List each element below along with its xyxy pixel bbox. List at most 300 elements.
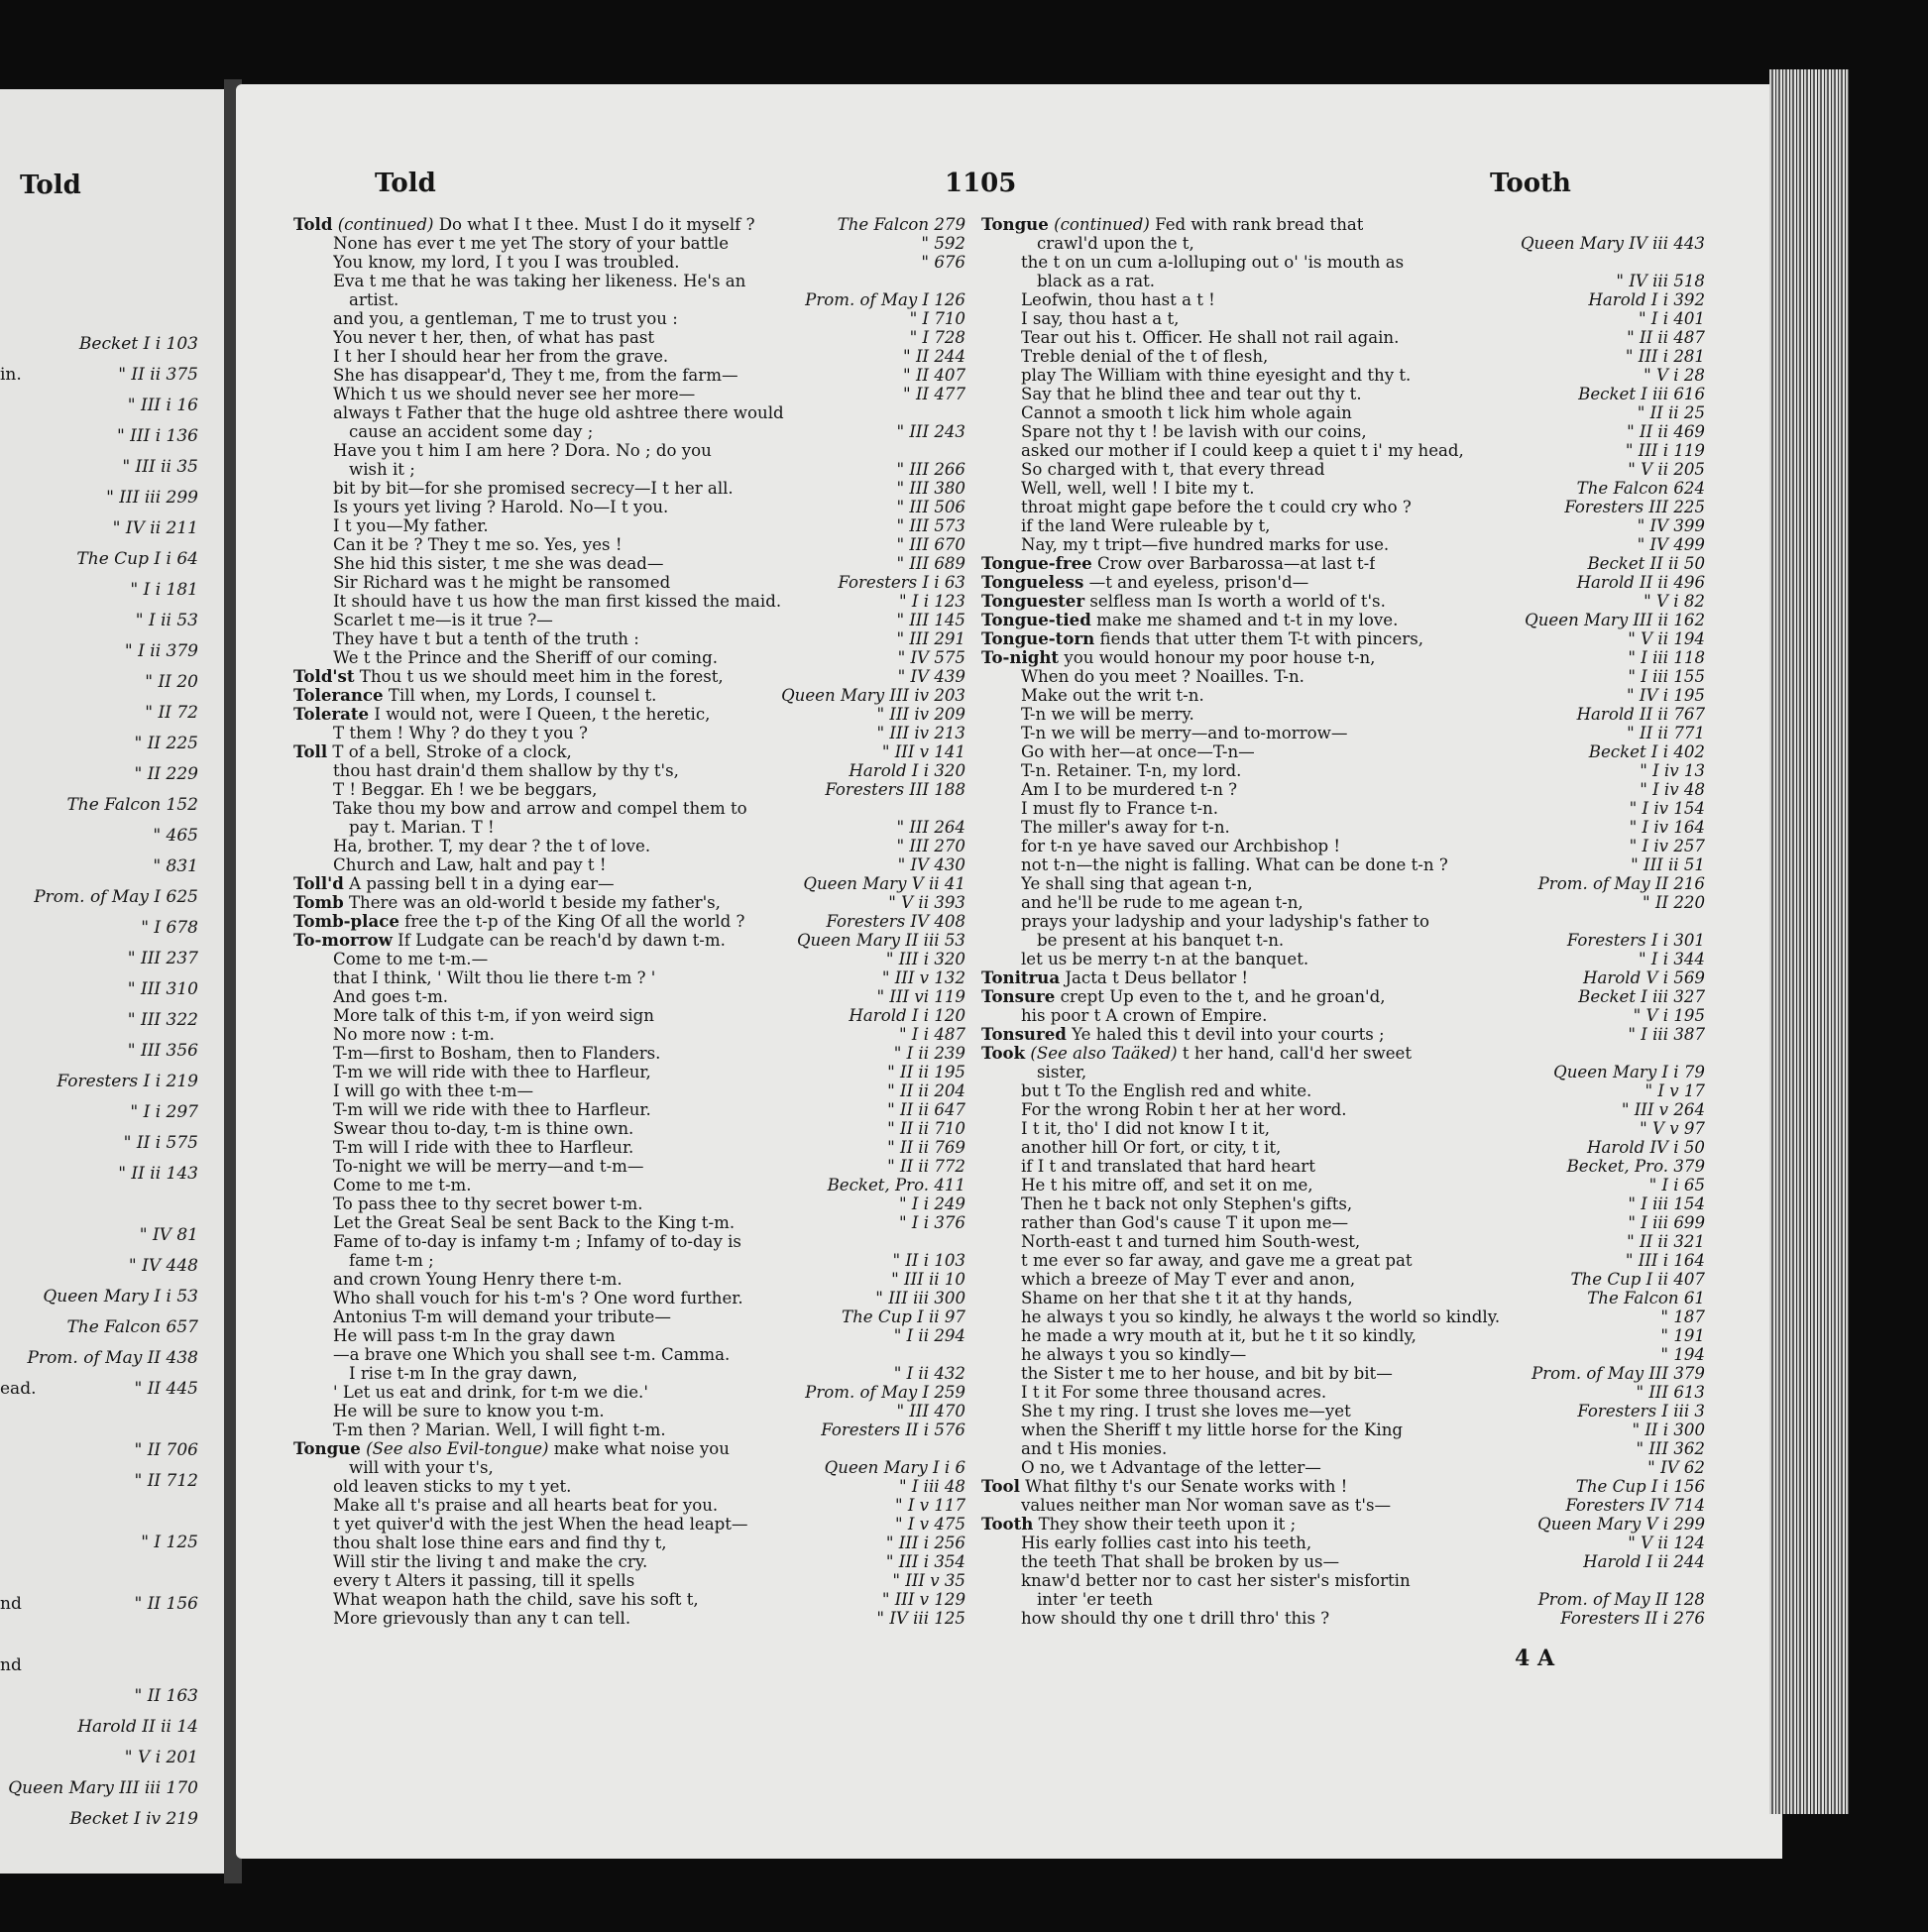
- entry-text: [333, 1609, 630, 1628]
- left-entry-reference: " I ii 53: [135, 611, 198, 630]
- entry-text: [981, 1477, 1347, 1496]
- headword: Tomb: [293, 893, 344, 912]
- entry-row: [293, 837, 965, 855]
- reference: " II ii 647: [887, 1100, 965, 1119]
- entry-row: [293, 742, 965, 761]
- entry-text: [1021, 724, 1347, 742]
- entry-row: [293, 761, 965, 780]
- entry-text: [333, 441, 712, 460]
- reference: " I 728: [909, 328, 965, 347]
- reference: " I iii 155: [1628, 667, 1705, 686]
- quotation: for t-n ye have saved our Archbishop !: [1021, 837, 1341, 855]
- reference: Becket, Pro. 411: [827, 1176, 965, 1194]
- reference: " IV 499: [1637, 535, 1705, 554]
- quotation: prays your ladyship and your ladyship's father to: [1021, 912, 1429, 931]
- entry-text: [333, 1025, 495, 1044]
- reference: Foresters I i 301: [1566, 931, 1705, 950]
- entry-text: [333, 272, 745, 290]
- entry-row: [981, 1006, 1705, 1025]
- quotation: crawl'd upon the t,: [1037, 234, 1194, 253]
- entry-text: [1021, 1176, 1313, 1194]
- entry-text: [333, 1383, 648, 1402]
- reference: Harold I ii 244: [1583, 1552, 1705, 1571]
- entry-text: [1021, 761, 1241, 780]
- reference: " I iii 699: [1628, 1213, 1705, 1232]
- entry-text: [333, 629, 639, 648]
- reference: Prom. of May II 216: [1537, 874, 1705, 893]
- left-entry-reference: " II 712: [134, 1471, 198, 1491]
- entry-row: [293, 1270, 965, 1289]
- left-entry-reference: " IV 448: [128, 1256, 198, 1276]
- entry-text: [1021, 893, 1304, 912]
- quotation: he made a wry mouth at it, but he t it so kindly,: [1021, 1326, 1417, 1345]
- left-entry-reference: " I 678: [141, 918, 198, 938]
- entry-row: [293, 818, 965, 837]
- entry-text: [293, 893, 721, 912]
- entry-row: [293, 1609, 965, 1628]
- reference: " III v 264: [1621, 1100, 1705, 1119]
- left-entry-reference: " I 125: [141, 1533, 198, 1552]
- reference: " 194: [1660, 1345, 1705, 1364]
- entry-row: [981, 818, 1705, 837]
- entry-row: [293, 234, 965, 253]
- entry-text: [333, 855, 607, 874]
- quotation: Is yours yet living ? Harold. No—I t you.: [333, 498, 669, 516]
- quotation: old leaven sticks to my t yet.: [333, 1477, 572, 1496]
- entry-row: [981, 1100, 1705, 1119]
- entry-text: [1021, 1119, 1270, 1138]
- entry-row: [293, 422, 965, 441]
- entry-row: [981, 724, 1705, 742]
- quotation: free the t-p of the King Of all the world ?: [404, 912, 745, 931]
- entry-row: [981, 1307, 1705, 1326]
- entry-text: [293, 912, 744, 931]
- entry-text: [333, 498, 668, 516]
- entry-text: [1037, 931, 1284, 950]
- quotation: Will stir the living t and make the cry.: [333, 1552, 648, 1571]
- entry-text: [1021, 1345, 1246, 1364]
- quotation: when the Sheriff t my little horse for the King: [1021, 1421, 1404, 1439]
- quotation: his poor t A crown of Empire.: [1021, 1006, 1268, 1025]
- reference: Becket, Pro. 379: [1566, 1157, 1705, 1176]
- reference: " I iv 13: [1640, 761, 1705, 780]
- entry-row: [981, 1571, 1705, 1590]
- quotation: T-m—first to Bosham, then to Flanders.: [333, 1044, 661, 1063]
- entry-row: [293, 1251, 965, 1270]
- entry-text: [1037, 272, 1155, 290]
- entry-row: [293, 648, 965, 667]
- entry-row: [981, 535, 1705, 554]
- reference: " III i 256: [885, 1534, 965, 1552]
- entry-row: [981, 1025, 1705, 1044]
- quotation: T-m will we ride with thee to Harfleur.: [333, 1100, 651, 1119]
- reference: " III 291: [896, 629, 965, 648]
- entry-text: [981, 987, 1386, 1006]
- entry-row: [981, 573, 1705, 592]
- quotation: They have t but a tenth of the truth :: [333, 629, 639, 648]
- quotation: T-m will I ride with thee to Harfleur.: [333, 1138, 634, 1157]
- quotation: I t it For some three thousand acres.: [1021, 1383, 1327, 1402]
- entry-row: [293, 611, 965, 629]
- entry-row: [981, 347, 1705, 366]
- reference: " II ii 710: [887, 1119, 965, 1138]
- quotation: sister,: [1037, 1063, 1087, 1081]
- left-page-heading: Told: [20, 170, 81, 200]
- entry-row: [293, 1590, 965, 1609]
- entry-text: [1021, 950, 1308, 968]
- reference: Harold I i 120: [849, 1006, 965, 1025]
- entry-row: [981, 1119, 1705, 1138]
- left-entry-reference: Queen Mary III iii 170: [8, 1778, 198, 1798]
- headword: Tongue-free: [981, 554, 1092, 573]
- entry-text: [1021, 1232, 1360, 1251]
- reference: " III i 320: [885, 950, 965, 968]
- signature-mark: 4 A: [1515, 1646, 1555, 1671]
- entry-row: [293, 385, 965, 403]
- quotation: let us be merry t-n at the banquet.: [1021, 950, 1309, 968]
- headword: Tonguester: [981, 592, 1085, 611]
- quotation: Church and Law, halt and pay t !: [333, 855, 607, 874]
- left-entry-reference: Prom. of May II 438: [27, 1348, 198, 1368]
- quotation: Then he t back not only Stephen's gifts,: [1021, 1194, 1353, 1213]
- quotation: Spare not thy t ! be lavish with our coins,: [1021, 422, 1367, 441]
- quotation: Treble denial of the t of flesh,: [1021, 347, 1269, 366]
- quotation: The miller's away for t-n.: [1021, 818, 1230, 837]
- entry-row: [293, 1571, 965, 1590]
- entry-text: [333, 1571, 634, 1590]
- entry-text: [981, 1044, 1412, 1063]
- entry-row: [293, 366, 965, 385]
- quotation: ' Let us eat and drink, for t-m we die.': [333, 1383, 648, 1402]
- entry-text: [333, 1402, 605, 1421]
- entry-row: [981, 1081, 1705, 1100]
- entry-row: [981, 1326, 1705, 1345]
- reference: " I iii 154: [1628, 1194, 1705, 1213]
- entry-text: [333, 234, 729, 253]
- quotation: To-night we will be merry—and t-m—: [333, 1157, 644, 1176]
- left-entry-reference: " II ii 143: [118, 1164, 198, 1184]
- quotation: There was an old-world t beside my father's,: [348, 893, 721, 912]
- reference: Queen Mary III ii 162: [1525, 611, 1705, 629]
- entry-row: [981, 1609, 1705, 1628]
- reference: Becket I iii 616: [1578, 385, 1705, 403]
- entry-row: [981, 855, 1705, 874]
- entry-text: [1021, 1402, 1351, 1421]
- entry-row: [293, 686, 965, 705]
- entry-text: [333, 837, 650, 855]
- entry-text: [1021, 1081, 1311, 1100]
- reference: " III 689: [896, 554, 965, 573]
- quotation: She t my ring. I trust she loves me—yet: [1021, 1402, 1351, 1421]
- reference: " I iv 164: [1629, 818, 1705, 837]
- entry-row: [981, 931, 1705, 950]
- reference: " V i 28: [1644, 366, 1705, 385]
- quotation: For the wrong Robin t her at her word.: [1021, 1100, 1347, 1119]
- quotation: I will go with thee t-m—: [333, 1081, 534, 1100]
- entry-text: [333, 309, 678, 328]
- entry-row: [981, 1157, 1705, 1176]
- quotation: and crown Young Henry there t-m.: [333, 1270, 623, 1289]
- reference: " II i 103: [892, 1251, 965, 1270]
- entry-text: [333, 648, 718, 667]
- reference: " V ii 393: [888, 893, 965, 912]
- entry-text: [333, 611, 553, 629]
- quotation: Say that he blind thee and tear out thy t.: [1021, 385, 1362, 403]
- reference: " V ii 205: [1628, 460, 1705, 479]
- reference: " II 407: [903, 366, 965, 385]
- entry-row: [293, 253, 965, 272]
- entry-row: [293, 874, 965, 893]
- entry-row: [981, 893, 1705, 912]
- quotation: Shame on her that she t it at thy hands,: [1021, 1289, 1353, 1307]
- reference: Queen Mary I i 79: [1553, 1063, 1705, 1081]
- reference: " III 380: [896, 479, 965, 498]
- reference: Becket I iii 327: [1578, 987, 1705, 1006]
- entry-row: [981, 950, 1705, 968]
- reference: " I i 123: [899, 592, 965, 611]
- entry-row: [293, 1515, 965, 1534]
- entry-text: [1021, 1552, 1339, 1571]
- left-entry-reference: The Falcon 657: [66, 1317, 198, 1337]
- entry-row: [981, 328, 1705, 347]
- entry-text: [333, 479, 734, 498]
- quotation: T them ! Why ? do they t you ?: [333, 724, 588, 742]
- entry-text: [1037, 1063, 1086, 1081]
- entry-text: [333, 1326, 616, 1345]
- reference: " III 470: [896, 1402, 965, 1421]
- left-entry-reference: " II i 575: [123, 1133, 198, 1153]
- reference: " I i 487: [899, 1025, 965, 1044]
- reference: The Cup I ii 407: [1570, 1270, 1705, 1289]
- reference: " I i 376: [899, 1213, 965, 1232]
- running-head-right: Tooth: [1490, 169, 1571, 198]
- headword: Tooth: [981, 1515, 1034, 1534]
- quotation: the Sister t me to her house, and bit by bit—: [1021, 1364, 1393, 1383]
- entry-text: [349, 1458, 494, 1477]
- entry-text: [1021, 705, 1194, 724]
- entry-text: [1021, 818, 1230, 837]
- entry-text: [293, 686, 656, 705]
- reference: " 676: [921, 253, 965, 272]
- reference: " I iv 48: [1640, 780, 1705, 799]
- entry-text: [1021, 290, 1215, 309]
- reference: Queen Mary V i 299: [1537, 1515, 1705, 1534]
- entry-text: [349, 290, 398, 309]
- entry-text: [1021, 667, 1304, 686]
- reference: " IV iii 518: [1616, 272, 1705, 290]
- entry-row: [293, 441, 965, 460]
- left-entry-reference: Prom. of May I 625: [34, 887, 198, 907]
- quotation: artist.: [349, 290, 399, 309]
- reference: " IV i 195: [1627, 686, 1705, 705]
- entry-row: [981, 1251, 1705, 1270]
- entry-row: [981, 1364, 1705, 1383]
- entry-text: [333, 799, 747, 818]
- reference: Harold V i 569: [1582, 968, 1705, 987]
- reference: Harold II ii 496: [1576, 573, 1705, 592]
- column-left: [293, 215, 965, 1628]
- left-entry-reference: " II 156: [134, 1594, 198, 1614]
- entry-text: [1021, 874, 1253, 893]
- quotation: if I t and translated that hard heart: [1021, 1157, 1315, 1176]
- left-facing-page: [0, 89, 230, 1874]
- quotation: Ye shall sing that agean t-n,: [1021, 874, 1253, 893]
- page-edges: [1769, 69, 1849, 1814]
- reference: The Cup I ii 97: [842, 1307, 965, 1326]
- quotation: knaw'd better nor to cast her sister's misfortin: [1021, 1571, 1411, 1590]
- entry-text: [349, 1364, 578, 1383]
- quotation: Jacta t Deus bellator !: [1065, 968, 1249, 987]
- quotation: Cannot a smooth t lick him whole again: [1021, 403, 1352, 422]
- quotation: Sir Richard was t he might be ransomed: [333, 573, 671, 592]
- entry-text: [1021, 535, 1389, 554]
- entry-row: [981, 1270, 1705, 1289]
- reference: " II ii 321: [1627, 1232, 1705, 1251]
- quotation: Tear out his t. Officer. He shall not rail again.: [1021, 328, 1400, 347]
- entry-row: [293, 1100, 965, 1119]
- quotation: —a brave one Which you shall see t-m. Camma.: [333, 1345, 731, 1364]
- entry-row: [981, 1458, 1705, 1477]
- reference: " II ii 204: [887, 1081, 965, 1100]
- quotation: They show their teeth upon it ;: [1038, 1515, 1297, 1534]
- quotation: Go with her—at once—T-n—: [1021, 742, 1255, 761]
- entry-row: [293, 1063, 965, 1081]
- entry-text: [1021, 253, 1404, 272]
- quotation: She hid this sister, t me she was dead—: [333, 554, 664, 573]
- entry-text: [333, 253, 680, 272]
- reference: " IV 439: [897, 667, 965, 686]
- left-entry-reference: " II 225: [134, 734, 198, 753]
- entry-text: [333, 1063, 651, 1081]
- entry-row: [981, 761, 1705, 780]
- quotation: I t her I should hear her from the grave.: [333, 347, 669, 366]
- entry-text: [333, 1006, 654, 1025]
- reference: " III iv 213: [876, 724, 965, 742]
- entry-row: [981, 1213, 1705, 1232]
- quotation: t me ever so far away, and gave me a great pat: [1021, 1251, 1413, 1270]
- quotation: He will pass t-m In the gray dawn: [333, 1326, 616, 1345]
- entry-text: [293, 931, 726, 950]
- entry-text: [1021, 498, 1412, 516]
- entry-text: [333, 535, 623, 554]
- entry-row: [981, 912, 1705, 931]
- entry-text: [1021, 422, 1367, 441]
- entry-row: [293, 1119, 965, 1138]
- entry-row: [293, 1421, 965, 1439]
- entry-row: [981, 1534, 1705, 1552]
- quotation: T-n we will be merry.: [1021, 705, 1194, 724]
- entry-text: [293, 742, 572, 761]
- entry-row: [981, 705, 1705, 724]
- entry-text: [981, 629, 1423, 648]
- entry-text: [333, 1119, 633, 1138]
- reference: " III v 141: [881, 742, 965, 761]
- left-entry-reference: " III i 136: [116, 426, 198, 446]
- reference: " II 244: [903, 347, 965, 366]
- entry-row: [293, 1025, 965, 1044]
- entry-row: [293, 573, 965, 592]
- entry-row: [981, 1345, 1705, 1364]
- quotation: every t Alters it passing, till it spells: [333, 1571, 635, 1590]
- quotation: and he'll be rude to me agean t-n,: [1021, 893, 1304, 912]
- entry-text: [1021, 1458, 1321, 1477]
- entry-row: [981, 385, 1705, 403]
- headword: Toll'd: [293, 874, 344, 893]
- reference: " II 477: [903, 385, 965, 403]
- entry-text: [333, 1157, 644, 1176]
- quotation: O no, we t Advantage of the letter—: [1021, 1458, 1321, 1477]
- quotation: What filthy t's our Senate works with !: [1025, 1477, 1348, 1496]
- dictionary-page: [236, 84, 1782, 1859]
- left-entry-reference: Becket I i 103: [78, 334, 198, 354]
- entry-text: [333, 780, 597, 799]
- headword: To-night: [981, 648, 1060, 667]
- quotation: Eva t me that he was taking her likeness. He's an: [333, 272, 746, 290]
- quotation: North-east t and turned him South-west,: [1021, 1232, 1361, 1251]
- reference: " III iv 209: [876, 705, 965, 724]
- quotation: Crow over Barbarossa—at last t-f: [1096, 554, 1376, 573]
- left-entry-reference: " III ii 35: [122, 457, 198, 477]
- entry-row: [981, 516, 1705, 535]
- left-entry-reference: " III 310: [127, 979, 198, 999]
- entry-text: [333, 554, 664, 573]
- reference: " II ii 195: [887, 1063, 965, 1081]
- entry-row: [293, 592, 965, 611]
- quotation: A passing bell t in a dying ear—: [349, 874, 615, 893]
- entry-text: [333, 1590, 699, 1609]
- entry-text: [1021, 1383, 1326, 1402]
- entry-row: [981, 1439, 1705, 1458]
- headword: Tomb-place: [293, 912, 399, 931]
- quotation: if the land Were ruleable by t,: [1021, 516, 1271, 535]
- reference: " III 670: [896, 535, 965, 554]
- reference: " V v 97: [1640, 1119, 1705, 1138]
- entry-row: [981, 422, 1705, 441]
- entry-row: [293, 1458, 965, 1477]
- quotation: thou shalt lose thine ears and find thy t,: [333, 1534, 667, 1552]
- entry-row: [293, 950, 965, 968]
- reference: " 191: [1660, 1326, 1705, 1345]
- entry-text: [1021, 1421, 1403, 1439]
- reference: The Falcon 279: [837, 215, 965, 234]
- entry-text: [333, 347, 668, 366]
- reference: " II ii 771: [1627, 724, 1705, 742]
- entry-text: [1021, 1006, 1267, 1025]
- reference: " I ii 432: [893, 1364, 965, 1383]
- entry-row: [293, 667, 965, 686]
- entry-text: [1021, 1157, 1315, 1176]
- left-entry-reference: " II 706: [134, 1440, 198, 1460]
- quotation: will with your t's,: [349, 1458, 494, 1477]
- quotation: Come to me t-m.: [333, 1176, 472, 1194]
- entry-text: [333, 1100, 651, 1119]
- left-entry-reference: The Falcon 152: [66, 795, 198, 815]
- quotation: Till when, my Lords, I counsel t.: [388, 686, 657, 705]
- entry-text: [333, 573, 670, 592]
- quotation: make what noise you: [553, 1439, 730, 1458]
- entry-text: [1021, 799, 1218, 818]
- reference: Harold I i 320: [849, 761, 965, 780]
- quotation: another hill Or fort, or city, t it,: [1021, 1138, 1282, 1157]
- entry-text: [333, 516, 489, 535]
- quotation: Swear thou to-day, t-m is thine own.: [333, 1119, 634, 1138]
- quotation: When do you meet ? Noailles. T-n.: [1021, 667, 1304, 686]
- reference: " III ii 10: [891, 1270, 965, 1289]
- entry-row: [293, 1402, 965, 1421]
- quotation: I rise t-m In the gray dawn,: [349, 1364, 578, 1383]
- reference: " IV 399: [1637, 516, 1705, 535]
- reference: " I ii 239: [893, 1044, 965, 1063]
